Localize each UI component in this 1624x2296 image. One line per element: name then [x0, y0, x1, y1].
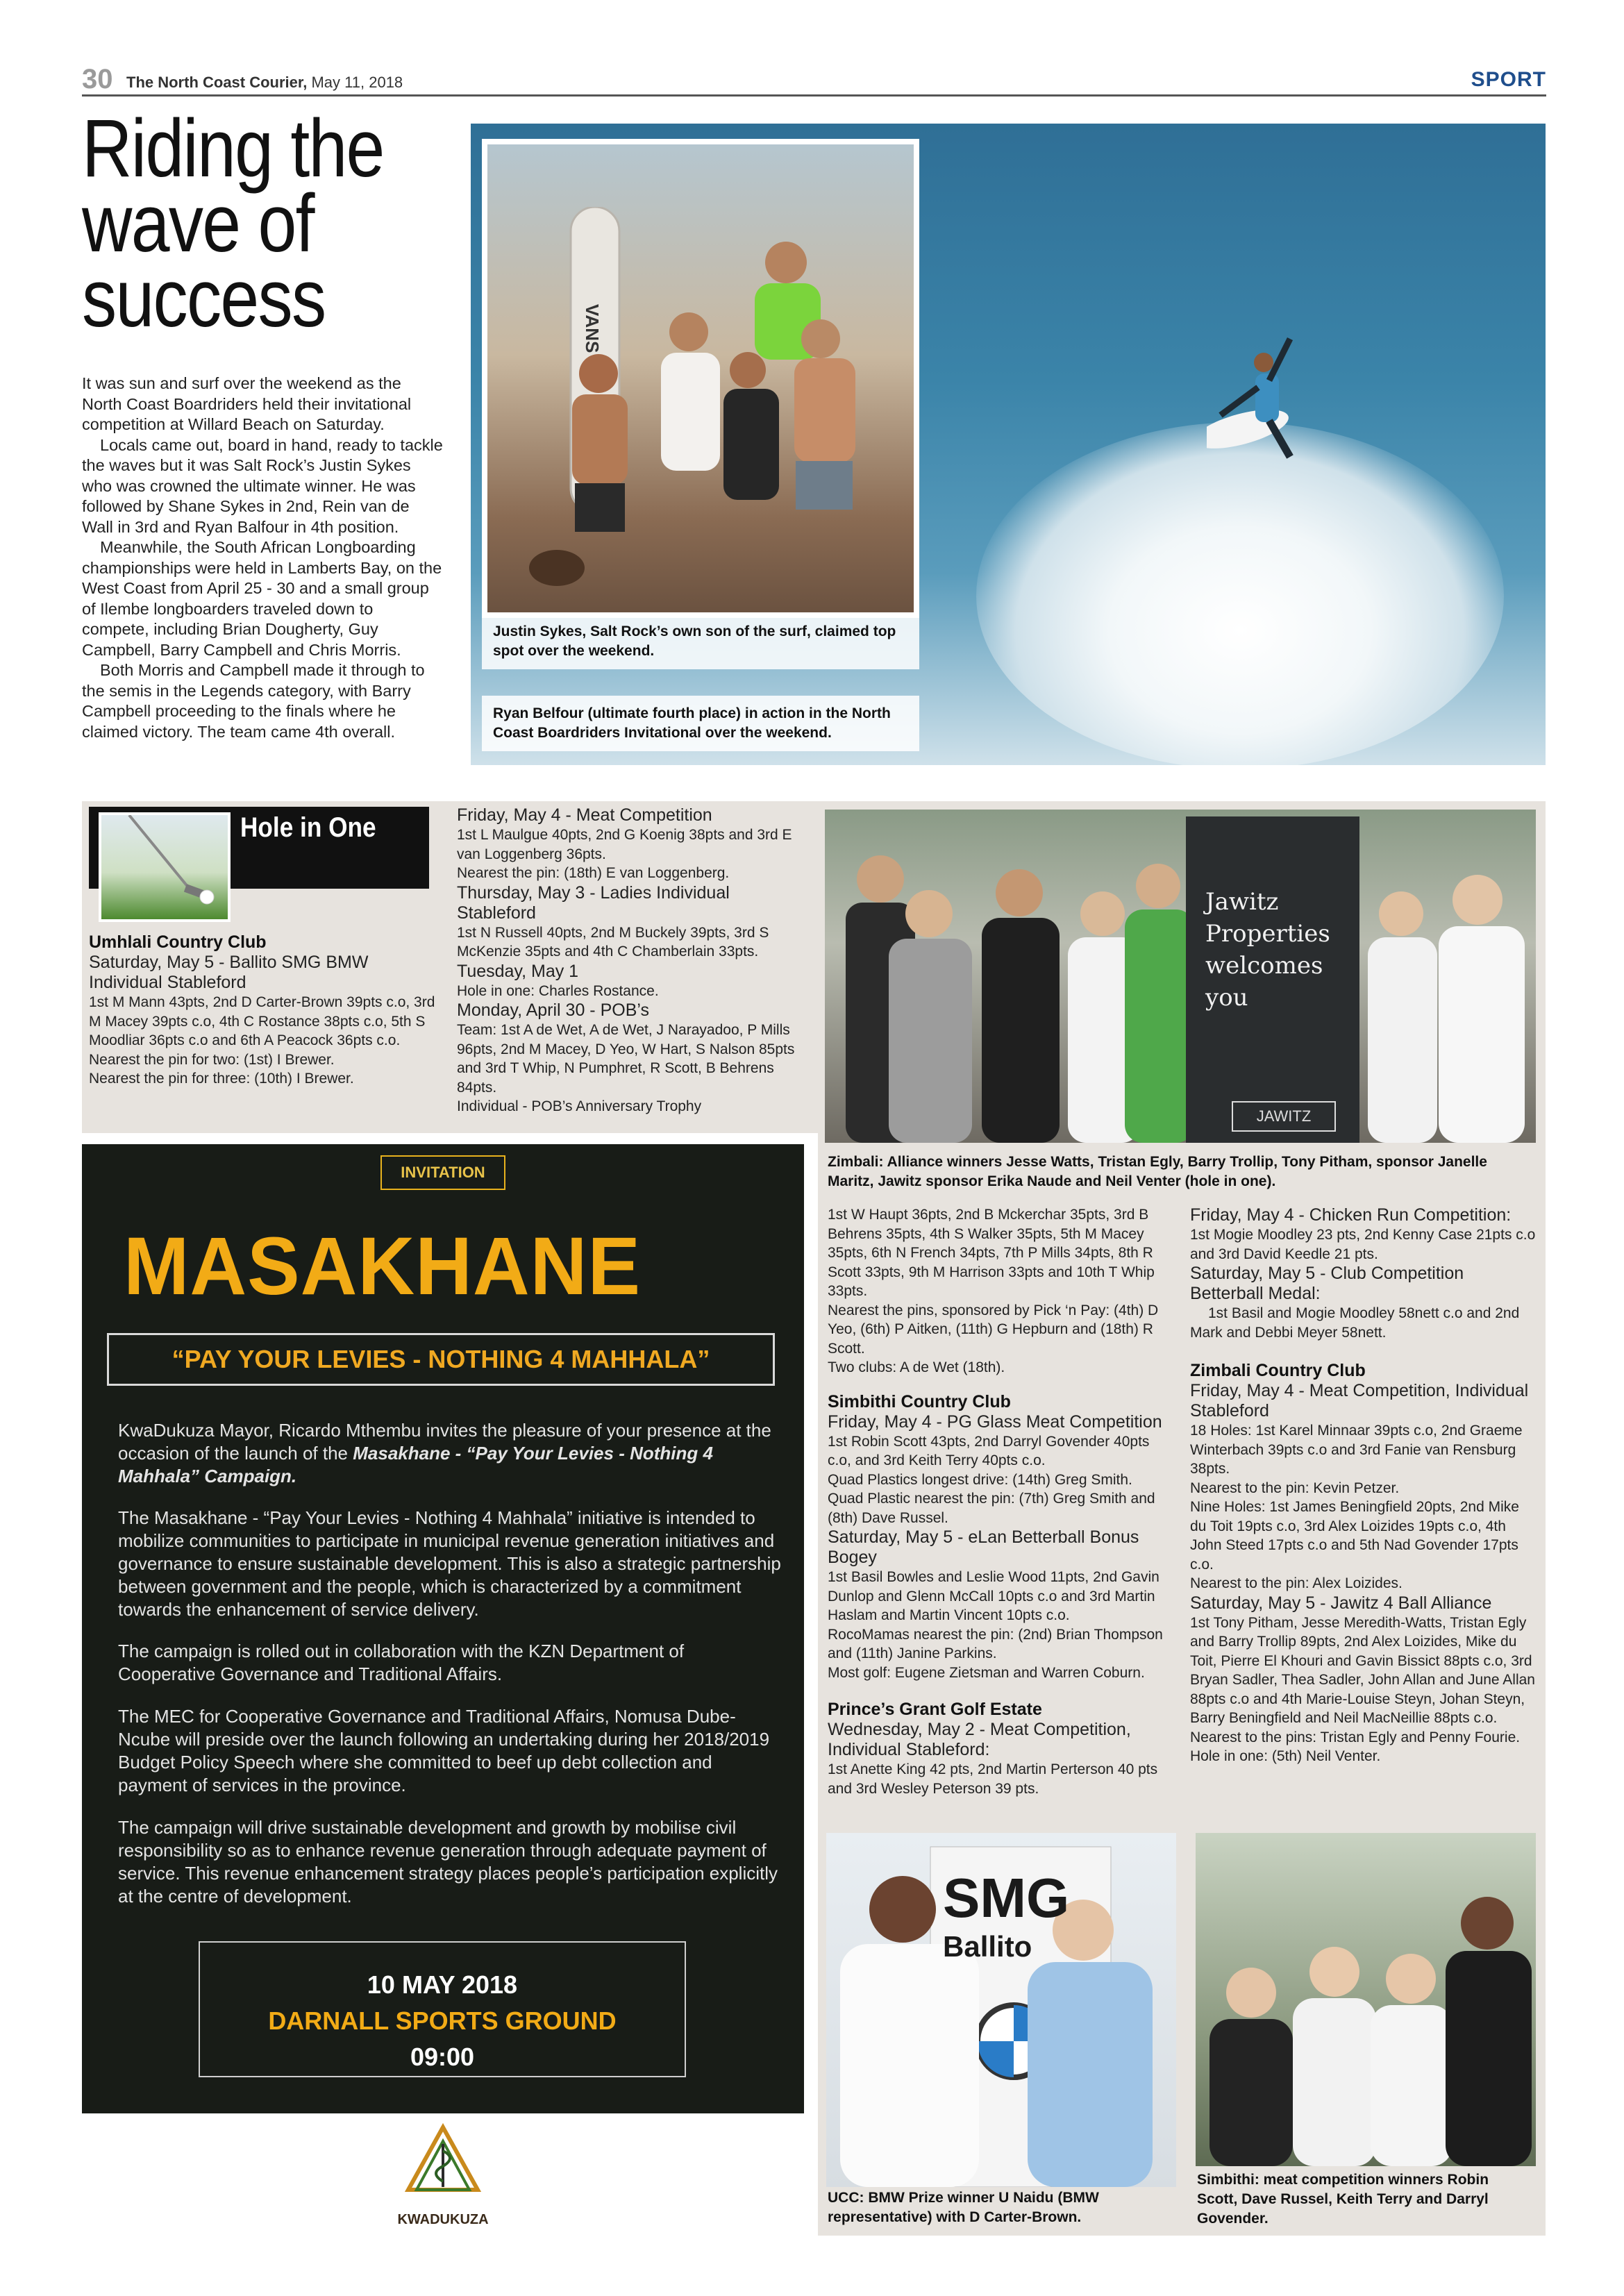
- headline-line: Riding the: [82, 103, 384, 194]
- result-line: Nearest to the pins: Tristan Egly and Penny Fourie.: [1190, 1729, 1521, 1745]
- ad-event-details: [199, 1941, 686, 2077]
- headline-line: success: [82, 253, 326, 344]
- ad-invitation-label: INVITATION: [380, 1155, 505, 1190]
- competition-heading: Friday, May 4 - PG Glass Meat Competition: [828, 1411, 1162, 1432]
- result-line: Individual - POB’s Anniversary Trophy: [457, 1098, 702, 1114]
- ad-intro-text: KwaDukuza Mayor, Ricardo Mthembu invites the pleasure of your presence at the occasion of the launch of the: [118, 1420, 771, 1464]
- competition-heading: Saturday, May 5 - Club Competition Betterball Medal:: [1190, 1264, 1464, 1303]
- result-line: Nearest to the pin: Kevin Petzer.: [1190, 1480, 1400, 1496]
- simbithi-photo-caption: Simbithi: meat competition winners Robin Scott, Dave Russel, Keith Terry and Darryl Govender.: [1197, 2172, 1489, 2227]
- ad-slogan: “PAY YOUR LEVIES - NOTHING 4 MAHHALA”: [107, 1333, 775, 1386]
- club-name-simbithi: Simbithi Country Club: [828, 1391, 1011, 1411]
- result-line: Nearest to the pin: Alex Loizides.: [1190, 1575, 1403, 1591]
- ad-campaign-name: Masakhane - “Pay Your Levies - Nothing 4 Mahhala” Campaign.: [118, 1443, 713, 1486]
- result-line: Team: 1st A de Wet, A de Wet, J Narayadoo, P Mills 96pts, 2nd M Macey, D Yeo, W Hart, S Nalson 85pts and 3rd T Whip, N Pumphret, R Scott, B Behrens 84pts.: [457, 1022, 795, 1096]
- article-body: [82, 374, 443, 742]
- ad-event-date: 10 MAY 2018: [367, 1970, 518, 1999]
- competition-heading: Saturday, May 5 - Jawitz 4 Ball Alliance: [1190, 1593, 1492, 1613]
- zimbali-winners-photo: [825, 810, 1536, 1143]
- club-name-umhlali: Umhlali Country Club: [89, 932, 267, 952]
- kwadukuza-logo-icon: [401, 2120, 485, 2197]
- board-text: VANS: [582, 304, 603, 353]
- surfer-figure: [1207, 332, 1304, 485]
- smg-logo-text: SMG: [943, 1867, 1070, 1929]
- result-line: 1st W Haupt 36pts, 2nd B Mckerchar 35pts, 3rd B Behrens 35pts, 4th S Walker 35pts, 5th M Macey 35pts, 6th N French 34pts, 7th P Mills 34pts, 8th R Scott 33pts, 9th M Harrison 33pts and 10th T Whip 33pts.: [828, 1207, 1155, 1299]
- article-paragraph: Both Morris and Campbell made it through to the semis in the Legends category, with Barry Campbell proceeding to the finals where he claimed victory. The team came 4th overall.: [82, 661, 425, 741]
- article-headline: [82, 103, 401, 344]
- ad-title: MASAKHANE: [124, 1221, 641, 1312]
- result-line: 1st M Mann 43pts, 2nd D Carter-Brown 39pts c.o, 3rd M Macey 39pts c.o, 4th C Rostance 38pts c.o, 5th S Moodliar 36pts c.o and 6th A Peacock 36pts c.o.: [89, 994, 435, 1048]
- result-line: 1st Tony Pitham, Jesse Meredith-Watts, Tristan Egly and Barry Trollip 89pts, 2nd Alex Loizides, Mike du Toit, Pierre El Khouri and Gavin Bissict 88pts c.o, 3rd Bryan Sadler, Thea Sadler, John Allan and June Allan 88pts c.o and 4th Marie-Louise Steyn, Johan Steyn, Barry Beningfield and Neil MacNeillie 88pts c.o.: [1190, 1614, 1535, 1726]
- golf-ball-thumbnail: [99, 812, 231, 922]
- publication-name: The North Coast Courier,: [126, 74, 308, 91]
- ucc-bmw-prize-photo: [826, 1833, 1176, 2187]
- result-line: Quad Plastics longest drive: (14th) Greg Smith.: [828, 1471, 1132, 1488]
- competition-heading: Monday, April 30 - POB’s: [457, 1000, 649, 1020]
- banner-line: Jawitz: [1205, 888, 1279, 916]
- golf-club-icon: [101, 815, 228, 919]
- competition-heading: Friday, May 4 - Meat Competition: [457, 805, 712, 825]
- photo-caption-winner: Justin Sykes, Salt Rock’s own son of the surf, claimed top spot over the weekend.: [482, 614, 919, 669]
- photo-caption-action: Ryan Belfour (ultimate fourth place) in action in the North Coast Boardriders Invitational over the weekend.: [482, 696, 919, 751]
- ad-paragraph: The Masakhane - “Pay Your Levies - Nothing 4 Mahhala” initiative is intended to mobilize communities to participate in municipal revenue generation initiatives and governance to ensure sustainable development. This is also a strategic partnership between government and the people, which is characterized by a commitment towards the enhancement of service delivery.: [118, 1507, 781, 1620]
- winner-celebration-photo: [482, 139, 919, 618]
- jawitz-banner-text: [1205, 886, 1358, 1014]
- article-paragraph: Locals came out, board in hand, ready to tackle the waves but it was Salt Rock’s Justin Sykes who was crowned the ultimate winner. He was followed by Shane Sykes in 2nd, Rein van de Wall in 3rd and Ryan Balfour in 4th position.: [82, 435, 443, 536]
- banner-line: welcomes: [1205, 952, 1323, 980]
- ad-paragraph: The MEC for Cooperative Governance and Traditional Affairs, Nomusa Dube-Ncube will preside over the launch following an undertaking during her 2018/2019 Budget Policy Speech where she committed to beef up debt collection and payment of services in the province.: [118, 1706, 770, 1795]
- kwadukuza-logo-text: KWADUKUZA: [397, 2212, 489, 2227]
- umhlali-results-continued: [457, 805, 804, 1116]
- result-line: 18 Holes: 1st Karel Minnaar 39pts c.o, 2nd Graeme Winterbach 39pts c.o and 3rd Fanie van Rensburg 38pts.: [1190, 1423, 1523, 1477]
- result-line: Most golf: Eugene Zietsman and Warren Coburn.: [828, 1664, 1145, 1681]
- competition-heading: Thursday, May 3 - Ladies Individual Stableford: [457, 882, 730, 923]
- results-column-3: [828, 1205, 1175, 1798]
- page-number: 30: [82, 64, 113, 94]
- simbithi-winners-photo: [1196, 1833, 1536, 2166]
- article-paragraph: Meanwhile, the South African Longboarding championships were held in Lamberts Bay, on the West Coast from April 25 - 30 and a small group of Ilembe longboarders traveled down to compete, including Brian Dougherty, Guy Campbell, Barry Campbell and Chris Morris.: [82, 538, 442, 659]
- results-column-4: [1190, 1205, 1537, 1766]
- result-line: Two clubs: A de Wet (18th).: [828, 1359, 1005, 1375]
- result-line: Hole in one: (5th) Neil Venter.: [1190, 1748, 1381, 1764]
- result-line: 1st Mogie Moodley 23 pts, 2nd Kenny Case 21pts c.o and 3rd David Keedle 21 pts.: [1190, 1227, 1536, 1262]
- publication-line: [126, 74, 403, 92]
- masakhane-invitation-ad: [82, 1144, 804, 2236]
- ucc-photo-caption: UCC: BMW Prize winner U Naidu (BMW representative) with D Carter-Brown.: [828, 2190, 1099, 2225]
- ad-event-venue: DARNALL SPORTS GROUND: [268, 2006, 617, 2035]
- competition-heading: Wednesday, May 2 - Meat Competition, Individual Stableford:: [828, 1720, 1131, 1759]
- section-label: SPORT: [1471, 68, 1546, 91]
- ad-paragraph: The campaign will drive sustainable development and growth by mobilise civil responsibility so as to enhance revenue generation through adequate payment of service. This revenue enhancement strategy places people’s participation explicitly at the centre of development.: [118, 1817, 778, 1907]
- hole-in-one-title: Hole in One: [240, 812, 376, 843]
- header-rule: [82, 94, 1546, 97]
- group-photo-figures: [825, 810, 1536, 1143]
- ad-event-time: 09:00: [410, 2043, 475, 2071]
- competition-heading: Friday, May 4 - Meat Competition, Individual Stableford: [1190, 1381, 1529, 1421]
- zimbali-photo-caption: Zimbali: Alliance winners Jesse Watts, Tristan Egly, Barry Trollip, Tony Pitham, sponsor Janelle Maritz, Jawitz sponsor Erika Naude and Neil Venter (hole in one).: [828, 1154, 1487, 1189]
- result-line: 1st Basil and Mogie Moodley 58nett c.o and 2nd Mark and Debbi Meyer 58nett.: [1190, 1305, 1520, 1341]
- competition-heading: Individual Stableford: [89, 973, 246, 992]
- headline-line: wave of: [82, 178, 314, 269]
- club-name-zimbali: Zimbali Country Club: [1190, 1361, 1366, 1380]
- result-line: RocoMamas nearest the pin: (2nd) Brian Thompson and (11th) Janine Parkins.: [828, 1626, 1163, 1661]
- crowd-figures: [529, 207, 890, 596]
- ballito-logo-text: Ballito: [943, 1930, 1032, 1963]
- publication-date: May 11, 2018: [311, 74, 403, 91]
- result-line: Nearest the pins, sponsored by Pick ‘n Pay: (4th) D Yeo, (6th) P Aitken, (11th) G Hepburn and (18th) R Scott.: [828, 1302, 1159, 1357]
- result-line: Nearest the pin: (18th) E van Loggenberg.: [457, 865, 730, 881]
- result-line: 1st L Maulgue 40pts, 2nd G Koenig 38pts and 3rd E van Loggenberg 36pts.: [457, 827, 792, 862]
- article-paragraph: It was sun and surf over the weekend as the North Coast Boardriders held their invitational competition at Willard Beach on Saturday.: [82, 374, 412, 433]
- ad-paragraph: The campaign is rolled out in collaboration with the KZN Department of Cooperative Governance and Traditional Affairs.: [118, 1641, 685, 1684]
- umhlali-results: [89, 932, 436, 1089]
- competition-heading: Saturday, May 5 - Ballito SMG BMW: [89, 953, 369, 972]
- competition-heading: Tuesday, May 1: [457, 961, 579, 981]
- result-line: Nine Holes: 1st James Beningfield 20pts, 2nd Mike du Toit 19pts c.o, 3rd Alex Loizides 19pts c.o, 4th John Steed 17pts c.o and 5th Nad Govender 17pts c.o.: [1190, 1499, 1519, 1573]
- competition-heading: Friday, May 4 - Chicken Run Competition:: [1190, 1205, 1512, 1225]
- banner-line: you: [1205, 984, 1248, 1012]
- result-line: 1st Basil Bowles and Leslie Wood 11pts, 2nd Gavin Dunlop and Glenn McCall 10pts c.o and 3rd Martin Haslam and Martin Vincent 10pts c.o.: [828, 1569, 1160, 1623]
- result-line: 1st Anette King 42 pts, 2nd Martin Perterson 40 pts and 3rd Wesley Peterson 39 pts.: [828, 1761, 1158, 1797]
- result-line: 1st Robin Scott 43pts, 2nd Darryl Govender 40pts c.o, and 3rd Keith Terry 40pts c.o.: [828, 1433, 1150, 1468]
- result-line: 1st N Russell 40pts, 2nd M Buckely 39pts, 3rd S McKenzie 35pts and 4th C Chamberlain 33pts.: [457, 924, 769, 960]
- ad-paragraph-intro: [118, 1419, 785, 1488]
- banner-line: Properties: [1205, 920, 1330, 948]
- club-name-princes-grant: Prince’s Grant Golf Estate: [828, 1700, 1042, 1719]
- group-photo-figures: [1196, 1833, 1536, 2166]
- result-line: Nearest the pin for two: (1st) I Brewer.: [89, 1051, 335, 1068]
- competition-heading: Saturday, May 5 - eLan Betterball Bonus Bogey: [828, 1527, 1139, 1567]
- jawitz-logo: JAWITZ: [1232, 1101, 1336, 1132]
- result-line: Nearest the pin for three: (10th) I Brewer.: [89, 1071, 354, 1087]
- result-line: Quad Plastic nearest the pin: (7th) Greg Smith and (8th) Dave Russel.: [828, 1491, 1155, 1526]
- result-line: Hole in one: Charles Rostance.: [457, 982, 659, 999]
